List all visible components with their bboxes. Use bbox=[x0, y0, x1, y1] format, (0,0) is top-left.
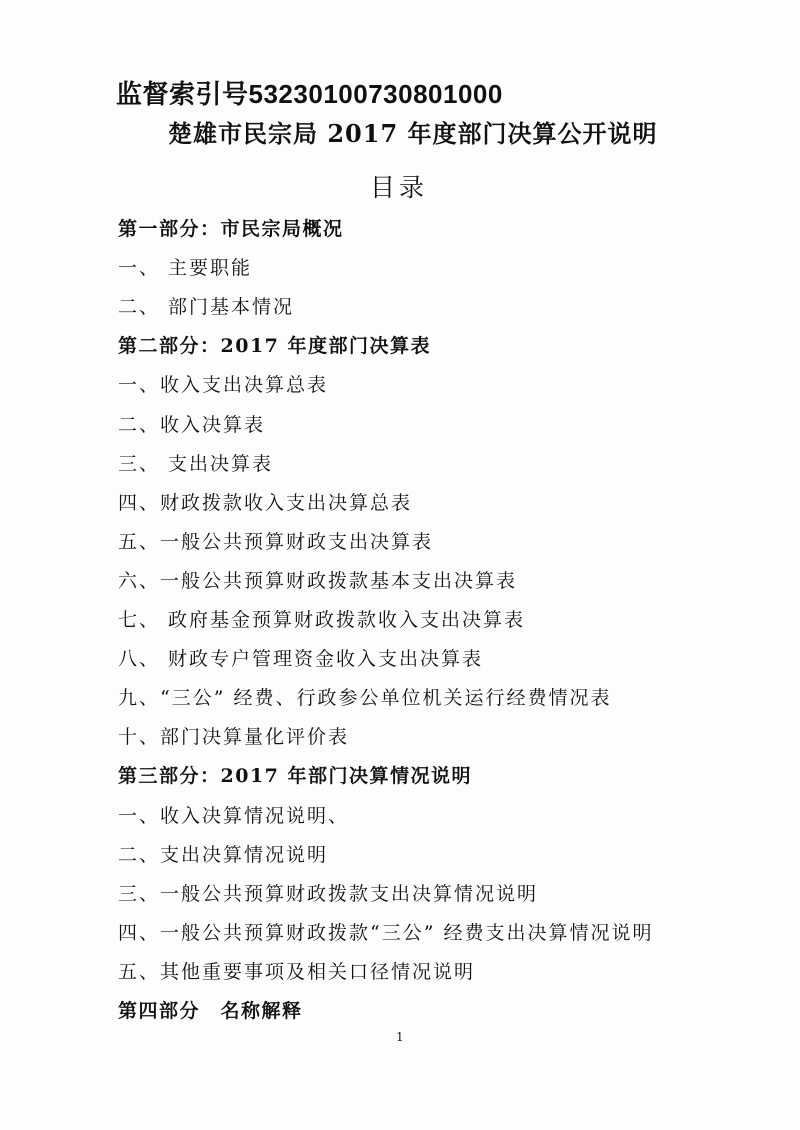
toc-heading: 目录 bbox=[370, 173, 429, 202]
toc-item: 八、 财政专户管理资金收入支出决算表 bbox=[118, 648, 484, 671]
supervision-index-number: 53230100730801000 bbox=[248, 79, 503, 109]
toc-item: 一、收入决算情况说明、 bbox=[118, 804, 350, 827]
toc-item: 二、收入决算表 bbox=[118, 413, 266, 436]
toc-item: 六、一般公共预算财政拨款基本支出决算表 bbox=[118, 569, 518, 592]
toc-item: 十、部门决算量化评价表 bbox=[118, 726, 350, 749]
toc-item: 五、一般公共预算财政支出决算表 bbox=[118, 530, 434, 553]
toc-item: 四、一般公共预算财政拨款“三公” 经费支出决算情况说明 bbox=[118, 921, 654, 944]
document-title: 楚雄市民宗局 2017 年度部门决算公开说明 bbox=[168, 119, 658, 148]
toc-item: 四、财政拨款收入支出决算总表 bbox=[118, 491, 413, 514]
supervision-index-line bbox=[116, 74, 503, 111]
supervision-index-label: 监督索引号 bbox=[116, 80, 249, 110]
toc-part-heading: 第一部分：市民宗局概况 bbox=[118, 218, 344, 240]
toc-item: 一、收入支出决算总表 bbox=[118, 374, 329, 397]
toc-item: 五、其他重要事项及相关口径情况说明 bbox=[118, 960, 476, 983]
toc-item: 七、 政府基金预算财政拨款收入支出决算表 bbox=[118, 609, 526, 631]
toc-item: 三、 支出决算表 bbox=[118, 452, 274, 475]
toc-item: 九、“三公” 经费、行政参公单位机关运行经费情况表 bbox=[118, 687, 612, 710]
toc-part-heading: 第二部分：2017 年度部门决算表 bbox=[118, 335, 431, 358]
toc-item: 二、支出决算情况说明 bbox=[118, 843, 329, 866]
toc-part-heading: 第四部分 名称解释 bbox=[118, 1000, 303, 1022]
toc-item: 三、一般公共预算财政拨款支出决算情况说明 bbox=[118, 882, 539, 905]
toc-part-heading: 第三部分：2017 年部门决算情况说明 bbox=[118, 765, 472, 788]
toc-item: 一、 主要职能 bbox=[118, 257, 253, 280]
page-number: 1 bbox=[396, 1030, 404, 1044]
toc-item: 二、 部门基本情况 bbox=[118, 296, 295, 319]
